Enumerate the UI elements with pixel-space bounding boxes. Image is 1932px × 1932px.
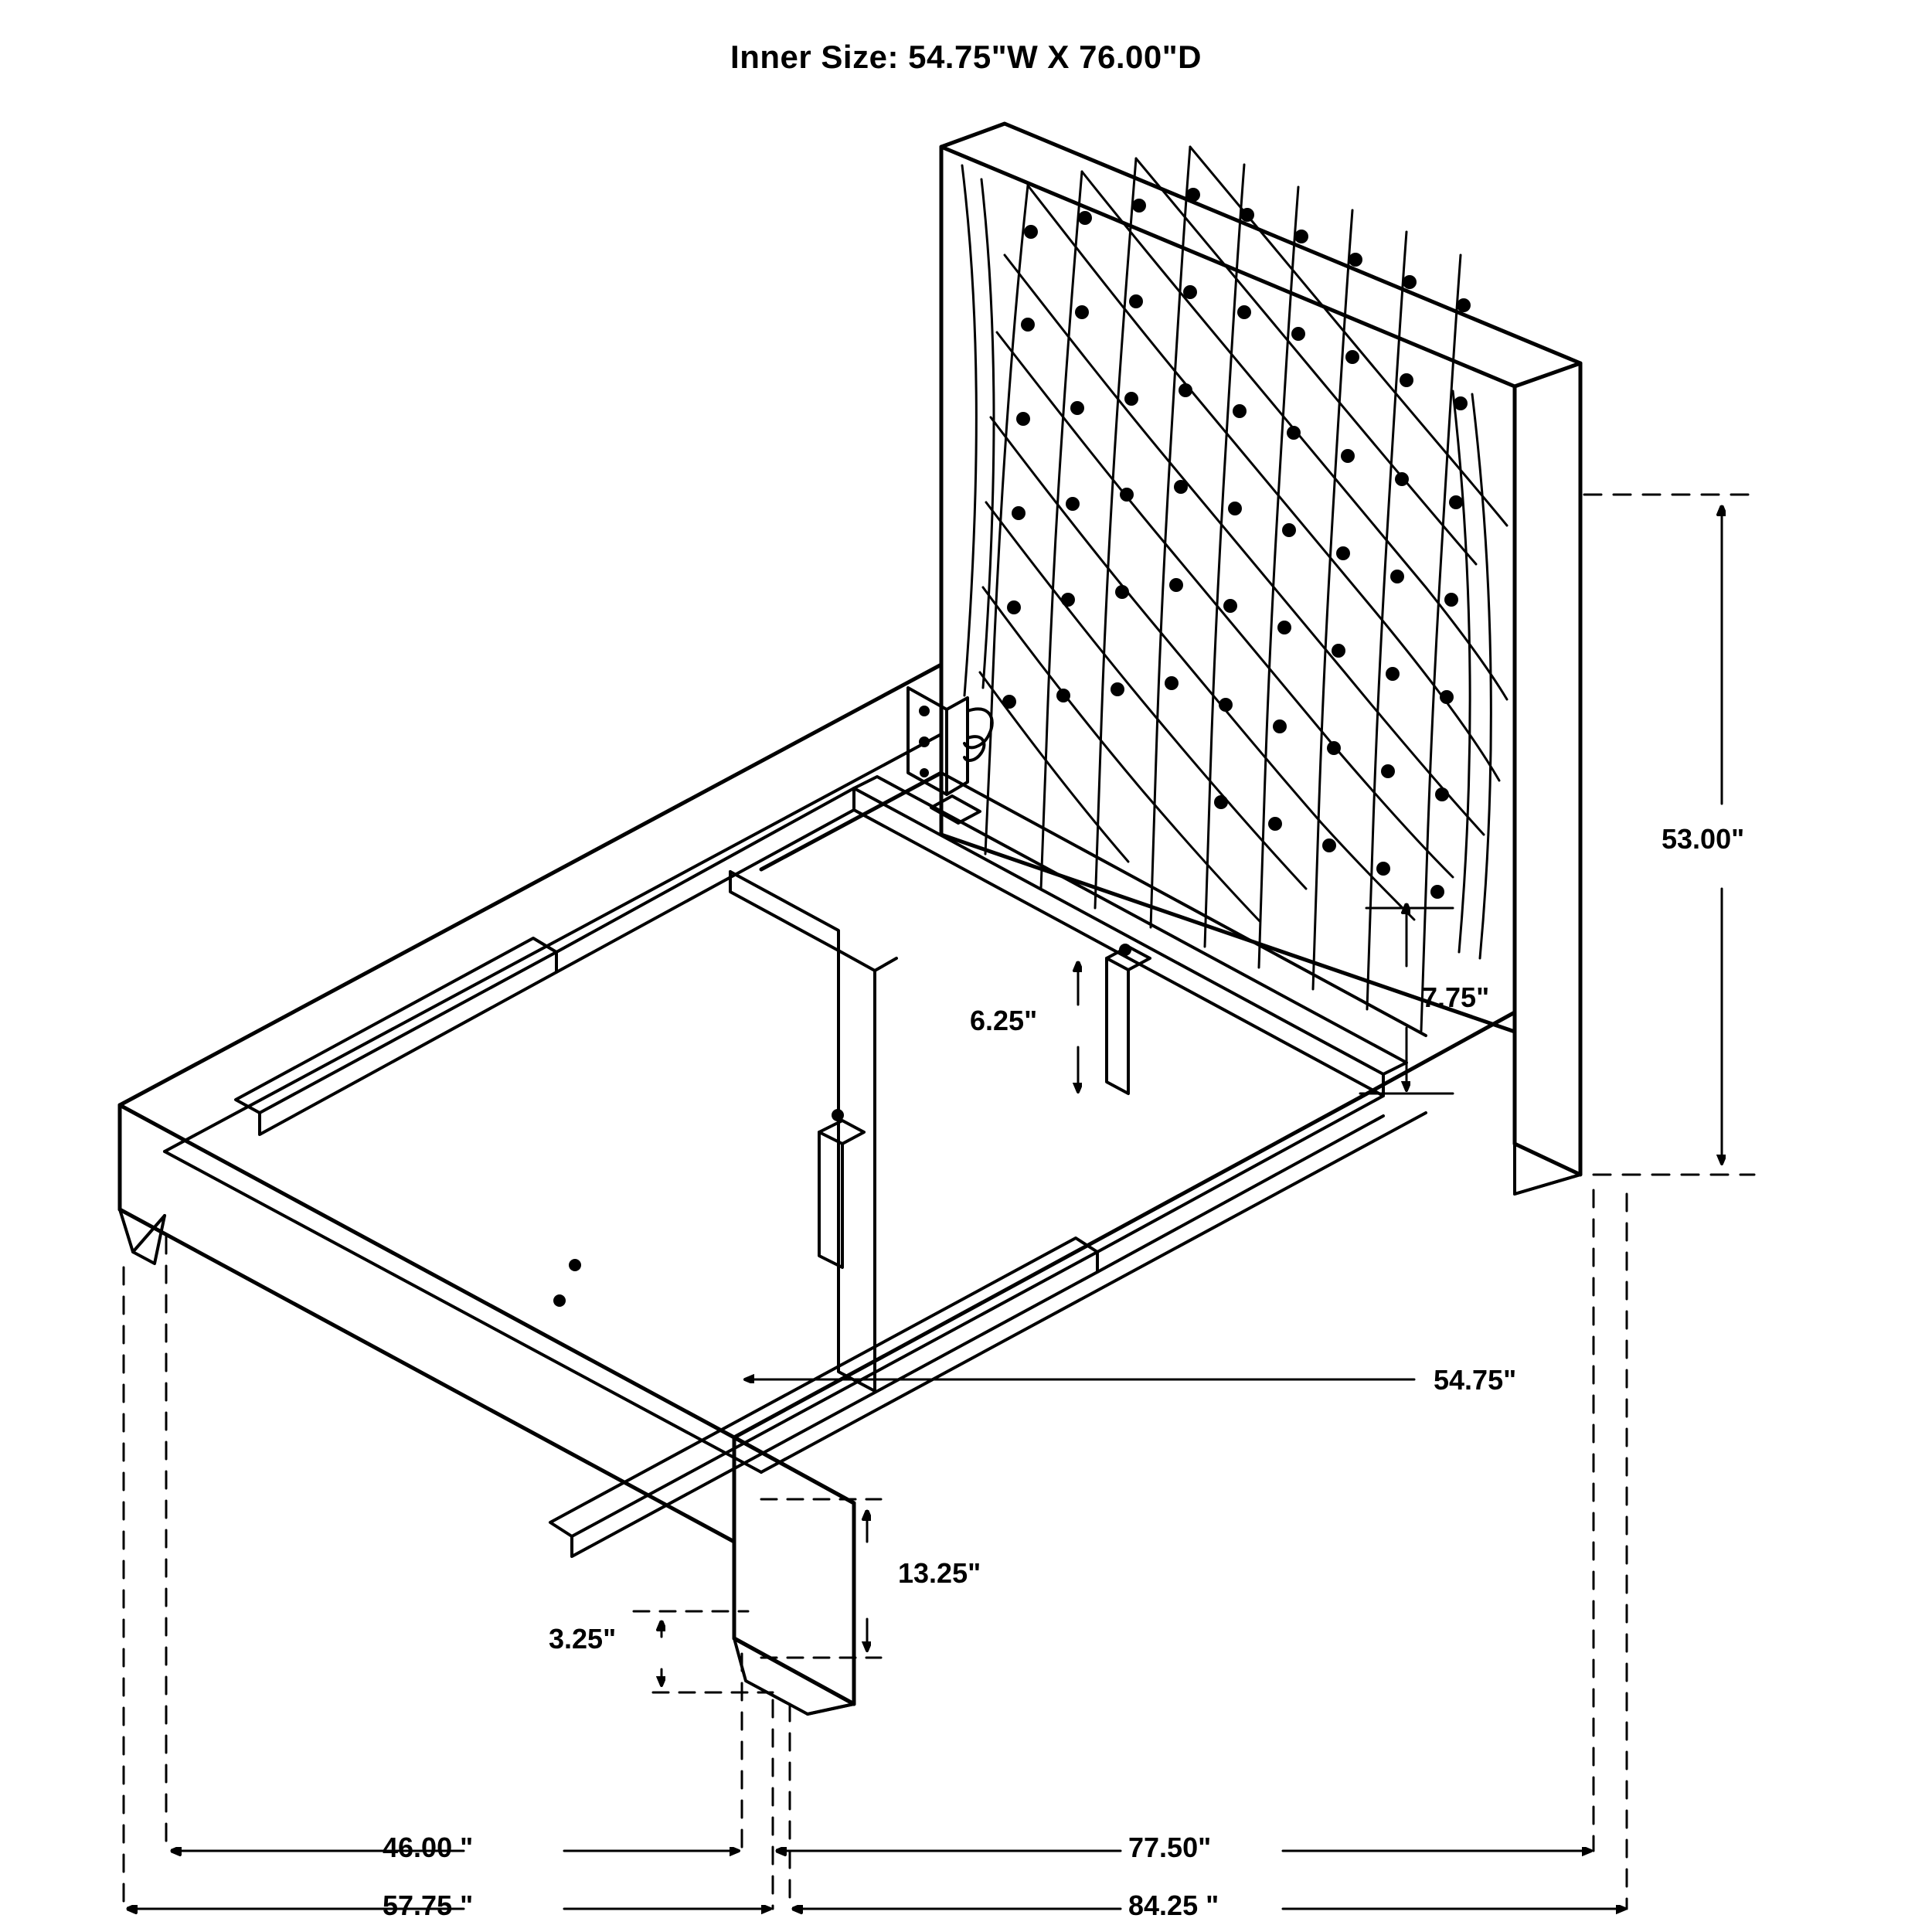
inner-deck-edges xyxy=(165,734,1426,1472)
dim-label-footboard-width: 46.00 " xyxy=(383,1832,474,1863)
dim-label-deck-clearance-head: 7.75" xyxy=(1422,981,1490,1013)
dim-label-overall-length: 84.25 " xyxy=(1128,1889,1219,1921)
dim-rail-height xyxy=(761,1499,881,1658)
dim-label-overall-width: 57.75 " xyxy=(383,1889,474,1921)
bracket-holes xyxy=(919,706,930,777)
head-left-leg xyxy=(120,1209,165,1264)
center-support-legs xyxy=(819,947,1150,1267)
foot-rail-panel xyxy=(120,1105,854,1704)
dim-label-side-length: 77.50" xyxy=(1128,1832,1212,1863)
dim-label-headboard-height: 53.00" xyxy=(1662,823,1745,855)
dim-label-leg-height: 3.25" xyxy=(549,1623,617,1655)
dim-label-inner-width: 54.75" xyxy=(1434,1364,1517,1396)
dim-leg-height xyxy=(634,1611,773,1692)
bed-rails-outline xyxy=(120,665,1515,1704)
page-title: Inner Size: 54.75"W X 76.00"D xyxy=(730,39,1202,75)
dim-label-deck-clearance-front: 6.25" xyxy=(970,1005,1038,1036)
dim-label-rail-height: 13.25" xyxy=(898,1557,981,1589)
